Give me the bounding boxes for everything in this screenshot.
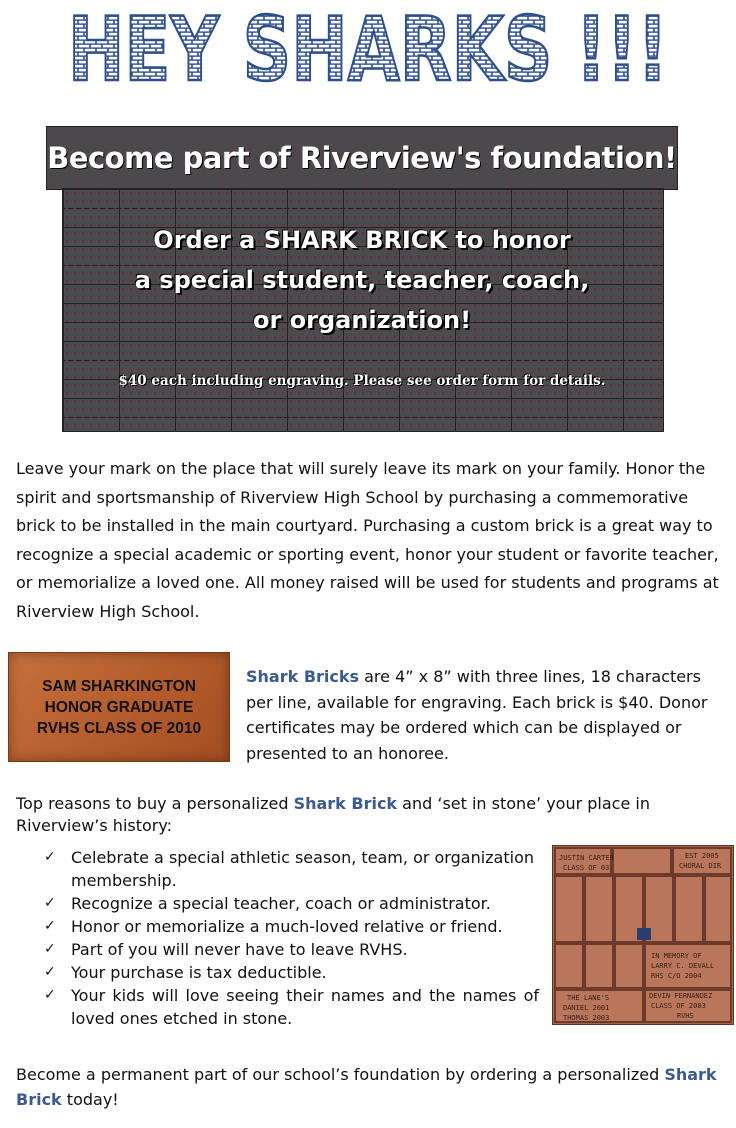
- list-item: [44, 846, 539, 892]
- brick-details-paragraph: [246, 664, 730, 766]
- reasons-list: [44, 846, 539, 1030]
- banner-line: or organization!: [252, 306, 472, 334]
- courtyard-bricks-photo: [552, 845, 734, 1025]
- intro-paragraph: Leave your mark on the place that will surely leave its mark on your family. Honor the spirit and sportsmanship of Riverview High School by purchasing a commemorative brick to be installed in the main courtyard. Purchasing a custom brick is a great way to recognize a special academic or sporting event, honor your student or favorite teacher, or memorialize a loved one. All money raised will be used for students and programs at Riverview High School.: [16, 459, 719, 621]
- engraving: CLASS OF 2003: [651, 1002, 706, 1010]
- list-item-text: Celebrate a special athletic season, team, or organization membership.: [71, 848, 534, 890]
- list-item: [44, 938, 539, 961]
- brick-line: SAM SHARKINGTON: [42, 677, 196, 695]
- list-item: [44, 915, 539, 938]
- engraving: CLASS OF 03: [563, 864, 610, 872]
- reasons-intro-start: Top reasons to buy a personalized: [16, 794, 294, 813]
- check-icon: ✓: [44, 987, 56, 1003]
- list-item: [44, 961, 539, 984]
- check-icon: ✓: [44, 918, 56, 934]
- closing-text-start: Become a permanent part of our school’s foundation by ordering a personalized: [16, 1065, 665, 1084]
- list-item: [44, 892, 539, 915]
- brick-line: RVHS CLASS OF 2010: [36, 719, 202, 737]
- check-icon: ✓: [44, 849, 56, 865]
- banner-title: Become part of Riverview's foundation!: [47, 141, 677, 175]
- engraving: RVHS: [677, 1012, 694, 1020]
- list-item-text: Honor or memorialize a much-loved relative or friend.: [71, 917, 503, 936]
- check-icon: ✓: [44, 941, 56, 957]
- engraving: RHS C/O 2004: [651, 972, 702, 980]
- sample-brick-image: [8, 652, 230, 762]
- engraving: THOMAS 2003: [563, 1014, 610, 1022]
- engraving: LARRY C. DEVALL: [651, 962, 715, 970]
- list-item-text: Your purchase is tax deductible.: [71, 963, 327, 982]
- engraving: IN MEMORY OF: [651, 952, 702, 960]
- brand-name: Shark Bricks: [246, 667, 360, 686]
- brick-line: HONOR GRADUATE: [44, 698, 194, 716]
- engraving: JUSTIN CARTER: [559, 854, 614, 862]
- banner-note: $40 each including engraving. Please see order form for details.: [118, 373, 606, 389]
- banner-lines: [62, 220, 662, 340]
- brand-name: Shark Brick: [293, 794, 398, 813]
- engraving: THE LANE'S: [567, 994, 610, 1002]
- engraving: EST 2005: [685, 852, 719, 860]
- check-icon: ✓: [44, 964, 56, 980]
- banner-line: a special student, teacher, coach,: [134, 266, 590, 294]
- banner-title-bar: [46, 126, 678, 190]
- list-item: [44, 984, 539, 1030]
- engraving: DEVIN FERNANDEZ: [649, 992, 713, 1000]
- closing-text-end: today!: [61, 1090, 119, 1109]
- headline-text: HEY SHARKS !!!: [68, 0, 668, 90]
- check-icon: ✓: [44, 895, 56, 911]
- list-item-text: Recognize a special teacher, coach or administrator.: [71, 894, 491, 913]
- engraving: CHORAL DIR: [679, 862, 722, 870]
- brand-name: Shark Brick: [16, 1065, 717, 1109]
- headline-graphic: [0, 0, 736, 90]
- reasons-intro-end: and ‘set in stone’ your place in Riverview’s history:: [16, 794, 650, 835]
- list-item-text: Your kids will love seeing their names and the names of loved ones etched in stone.: [71, 986, 539, 1028]
- engraving: DANIEL 2001: [563, 1004, 610, 1012]
- headline: [0, 0, 736, 90]
- details-text: are 4” x 8” with three lines, 18 characters per line, available for engraving. Each brick is $40. Donor certificates may be ordered which can be displayed or presented to an honoree.: [246, 667, 708, 763]
- closing-paragraph: [16, 1062, 724, 1112]
- list-item-text: Part of you will never have to leave RVHS.: [71, 940, 408, 959]
- banner-line: Order a SHARK BRICK to honor: [153, 226, 571, 254]
- reasons-intro: [16, 793, 724, 837]
- bricks-photo-graphic: [553, 846, 733, 1024]
